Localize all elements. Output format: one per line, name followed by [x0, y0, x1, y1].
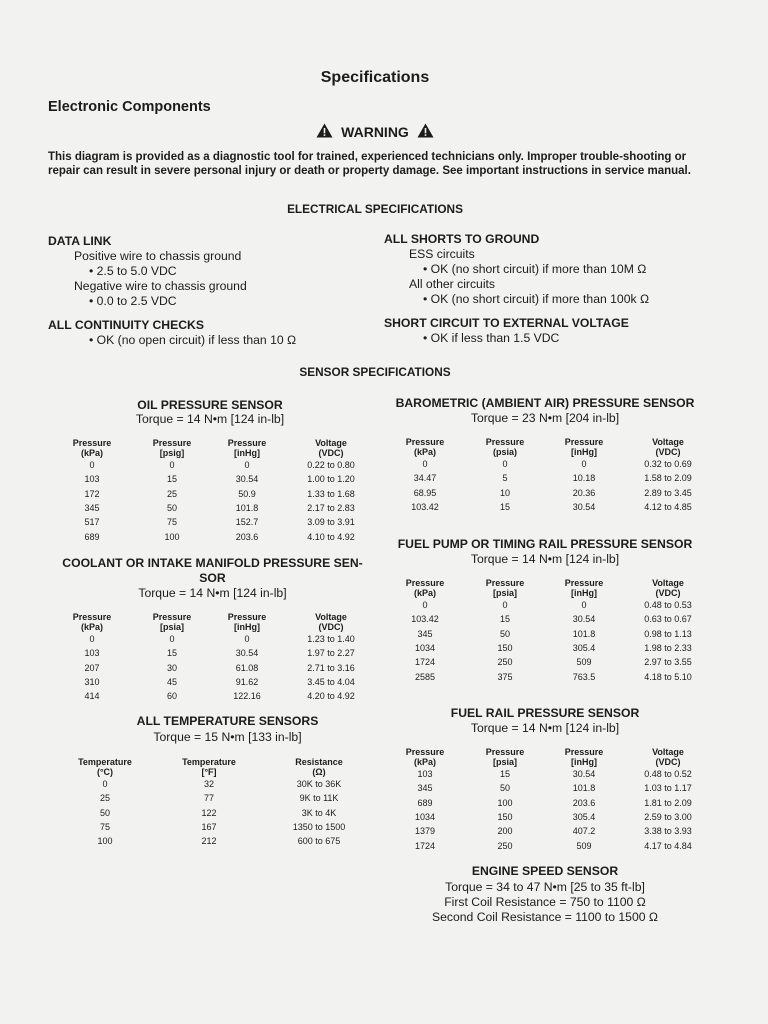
column-header — [544, 747, 624, 767]
table-cell: 0 — [581, 459, 587, 470]
table-cell: 203.6 — [235, 531, 259, 542]
data-link-heading: DATA LINK — [48, 234, 112, 248]
table-cell: 4.20 to 4.92 — [307, 691, 355, 702]
table-cell: 101.8 — [572, 628, 596, 639]
column-header-text: Pressure — [485, 437, 525, 447]
column-header — [48, 438, 136, 458]
data-link-positive-value: • 2.5 to 5.0 VDC — [89, 264, 177, 278]
barometric-sensor-title: BAROMETRIC (AMBIENT AIR) PRESSURE SENSOR — [395, 396, 695, 410]
column-header-text: (kPa) — [413, 447, 436, 457]
table-cell: 3.38 to 3.93 — [644, 826, 692, 837]
table-cell: 0 — [169, 634, 175, 645]
warning-text: This diagram is provided as a diagnostic tool for trained, experienced technicians only. Improper trouble-shooting or repair can result in severe personal injury or death or property damage. See important instructions in service manual. — [48, 151, 691, 177]
table-cell: 3.45 to 4.04 — [307, 677, 355, 688]
oil-sensor-torque: Torque = 14 N•m [124 in-lb] — [135, 412, 285, 426]
table-cell: 50 — [499, 783, 510, 794]
column-header-text: Temperature — [78, 757, 132, 767]
column-header-text: (VDC) — [655, 757, 681, 767]
table-cell: 91.62 — [235, 677, 259, 688]
table-cell: 50 — [499, 628, 510, 639]
table-cell: 0 — [89, 634, 95, 645]
table-cell: 1.98 to 2.33 — [644, 643, 692, 654]
coolant-sensor-table — [48, 612, 376, 703]
table-cell: 15 — [166, 648, 177, 659]
table-cell: 203.6 — [572, 797, 596, 808]
ess-circuits-value: • OK (no short circuit) if more than 10M Ω — [423, 262, 646, 276]
column-header-text: Pressure — [564, 747, 604, 757]
table-cell: 375 — [497, 671, 513, 682]
table-cell: 600 to 675 — [297, 836, 341, 847]
column-header-text: (Ω) — [312, 767, 326, 777]
barometric-sensor-table — [384, 437, 712, 514]
table-cell: 30K to 36K — [296, 779, 342, 790]
table-cell: 0.48 to 0.53 — [644, 600, 692, 611]
engine-speed-sensor-torque: Torque = 34 to 47 N•m [25 to 35 ft-lb] — [445, 880, 645, 894]
warning-icon — [417, 123, 434, 141]
column-header-text: (psia) — [492, 447, 517, 457]
table-cell: 305.4 — [572, 812, 596, 823]
table-cell: 30.54 — [572, 614, 596, 625]
data-link-negative-label: Negative wire to chassis ground — [74, 279, 247, 293]
table-cell: 15 — [499, 769, 510, 780]
continuity-heading: ALL CONTINUITY CHECKS — [48, 318, 204, 332]
column-header-text: (kPa) — [80, 622, 103, 632]
engine-speed-sensor-title: ENGINE SPEED SENSOR — [471, 864, 619, 878]
column-header-text: (kPa) — [413, 757, 436, 767]
table-cell: 0.32 to 0.69 — [644, 459, 692, 470]
table-cell: 50 — [99, 807, 110, 818]
table-cell: 4.10 to 4.92 — [307, 531, 355, 542]
column-header-text: (kPa) — [413, 588, 436, 598]
table-cell: 100 — [164, 531, 180, 542]
table-cell: 1.81 to 2.09 — [644, 797, 692, 808]
column-header — [466, 437, 544, 457]
page-title: Specifications — [320, 69, 430, 86]
table-cell: 0.22 to 0.80 — [307, 460, 355, 471]
table-cell: 0 — [502, 600, 508, 611]
table-cell: 0.98 to 1.13 — [644, 628, 692, 639]
table-row — [48, 501, 376, 515]
other-circuits-label: All other circuits — [409, 277, 496, 291]
table-cell: 15 — [166, 474, 177, 485]
column-header-text: Pressure — [564, 437, 604, 447]
table-cell: 101.8 — [572, 783, 596, 794]
table-cell: 1379 — [414, 826, 436, 837]
table-header — [62, 757, 368, 777]
table-cell: 1.97 to 2.27 — [307, 648, 355, 659]
column-header-text: (°C) — [96, 767, 114, 777]
table-row — [384, 796, 712, 810]
table-cell: 0 — [244, 634, 250, 645]
column-header — [136, 438, 208, 458]
column-header-text: Pressure — [405, 578, 445, 588]
table-cell: 0 — [422, 600, 428, 611]
table-cell: 50.9 — [238, 488, 256, 499]
table-cell: 77 — [203, 793, 214, 804]
table-row — [48, 458, 376, 472]
table-cell: 150 — [497, 812, 513, 823]
fuel-rail-sensor-torque: Torque = 14 N•m [124 in-lb] — [470, 721, 620, 735]
table-row — [384, 641, 712, 655]
column-header-text: [inHg] — [571, 447, 597, 457]
table-cell: 1724 — [414, 840, 436, 851]
table-cell: 2.59 to 3.00 — [644, 812, 692, 823]
table-row — [62, 834, 368, 848]
column-header-text: Pressure — [152, 612, 192, 622]
table-cell: 25 — [99, 793, 110, 804]
table-row — [384, 838, 712, 852]
table-row — [384, 824, 712, 838]
table-cell: 60 — [166, 691, 177, 702]
table-cell: 172 — [84, 488, 100, 499]
table-cell: 15 — [499, 614, 510, 625]
barometric-sensor-torque: Torque = 23 N•m [204 in-lb] — [470, 411, 620, 425]
table-row — [48, 515, 376, 529]
column-header-text: [psig] — [159, 448, 185, 458]
temperature-sensor-title: ALL TEMPERATURE SENSORS — [136, 714, 319, 728]
sensor-specs-heading: SENSOR SPECIFICATIONS — [299, 365, 451, 379]
table-row — [384, 669, 712, 683]
column-header-text: [psia] — [159, 622, 184, 632]
table-cell: 100 — [97, 836, 113, 847]
table-cell: 122.16 — [233, 691, 261, 702]
table-row — [62, 791, 368, 805]
column-header-text: [inHg] — [571, 757, 597, 767]
column-header-text: (VDC) — [655, 447, 681, 457]
column-header-text: Pressure — [227, 438, 267, 448]
table-cell: 9K to 11K — [299, 793, 339, 804]
fuel-pump-sensor-torque: Torque = 14 N•m [124 in-lb] — [470, 552, 620, 566]
table-cell: 103.42 — [411, 502, 439, 513]
table-header — [48, 438, 376, 458]
column-header-text: Pressure — [405, 747, 445, 757]
table-row — [48, 472, 376, 486]
table-cell: 50 — [166, 503, 177, 514]
oil-sensor-table — [48, 438, 376, 544]
other-circuits-value: • OK (no short circuit) if more than 100k Ω — [423, 292, 649, 306]
column-header-text: Pressure — [227, 612, 267, 622]
table-cell: 15 — [499, 502, 510, 513]
column-header-text: Pressure — [72, 438, 112, 448]
table-row — [384, 781, 712, 795]
table-cell: 100 — [497, 797, 513, 808]
temperature-sensor-table — [62, 757, 368, 848]
coolant-sensor-title: COOLANT OR INTAKE MANIFOLD PRESSURE SEN- — [62, 556, 363, 570]
column-header-text: [inHg] — [234, 448, 260, 458]
table-cell: 345 — [84, 503, 100, 514]
continuity-value: • OK (no open circuit) if less than 10 Ω — [89, 333, 296, 347]
column-header-text: Pressure — [564, 578, 604, 588]
table-cell: 345 — [417, 783, 433, 794]
table-cell: 0 — [244, 460, 250, 471]
table-cell: 103 — [84, 474, 100, 485]
column-header — [48, 612, 136, 632]
column-header — [624, 578, 712, 598]
table-cell: 310 — [84, 677, 100, 688]
table-cell: 2585 — [414, 671, 436, 682]
column-header — [148, 757, 270, 777]
fuel-rail-sensor-table — [384, 747, 712, 853]
table-cell: 3.09 to 3.91 — [307, 517, 355, 528]
column-header-text: Voltage — [315, 612, 347, 622]
ess-circuits-label: ESS circuits — [409, 247, 475, 261]
coolant-sensor-torque: Torque = 14 N•m [124 in-lb] — [138, 586, 287, 600]
column-header-text: [inHg] — [234, 622, 260, 632]
column-header-text: (VDC) — [318, 448, 344, 458]
warning-icon — [316, 123, 333, 141]
column-header — [544, 437, 624, 457]
table-cell: 509 — [576, 657, 592, 668]
column-header — [384, 437, 466, 457]
table-row — [384, 598, 712, 612]
table-row — [48, 487, 376, 501]
section-heading: Electronic Components — [48, 99, 211, 115]
table-cell: 509 — [576, 840, 592, 851]
table-cell: 414 — [84, 691, 100, 702]
table-cell: 0 — [169, 460, 175, 471]
column-header-text: Pressure — [405, 437, 445, 447]
short-external-value: • OK if less than 1.5 VDC — [423, 331, 559, 345]
table-cell: 30.54 — [572, 502, 596, 513]
table-cell: 20.36 — [572, 487, 596, 498]
column-header-text: Pressure — [72, 612, 112, 622]
table-cell: 1034 — [414, 643, 436, 654]
column-header — [62, 757, 148, 777]
table-header — [384, 578, 712, 598]
table-row — [48, 689, 376, 703]
column-header — [624, 747, 712, 767]
table-cell: 30.54 — [235, 648, 259, 659]
table-header — [48, 612, 376, 632]
table-cell: 250 — [497, 657, 513, 668]
table-cell: 5 — [502, 473, 508, 484]
table-cell: 4.17 to 4.84 — [644, 840, 692, 851]
table-cell: 407.2 — [572, 826, 596, 837]
table-cell: 122 — [201, 807, 217, 818]
table-cell: 0 — [89, 460, 95, 471]
column-header — [624, 437, 712, 457]
column-header-text: Temperature — [182, 757, 236, 767]
warning-label: WARNING — [341, 124, 409, 140]
table-cell: 32 — [203, 779, 214, 790]
column-header — [384, 578, 466, 598]
table-cell: 2.71 to 3.16 — [307, 662, 355, 673]
table-cell: 34.47 — [413, 473, 437, 484]
engine-speed-first-coil: First Coil Resistance = 750 to 1100 Ω — [444, 895, 646, 909]
table-cell: 1034 — [414, 812, 436, 823]
table-cell: 517 — [84, 517, 100, 528]
fuel-pump-sensor-title: FUEL PUMP OR TIMING RAIL PRESSURE SENSOR — [397, 537, 693, 551]
table-cell: 150 — [497, 643, 513, 654]
table-cell: 25 — [166, 488, 177, 499]
table-cell: 689 — [84, 531, 100, 542]
column-header-text: Voltage — [652, 747, 684, 757]
table-row — [48, 646, 376, 660]
table-cell: 1.00 to 1.20 — [307, 474, 355, 485]
column-header — [286, 612, 376, 632]
column-header-text: Pressure — [152, 438, 192, 448]
table-cell: 10 — [499, 487, 510, 498]
table-cell: 101.8 — [235, 503, 259, 514]
warning-heading — [0, 124, 750, 142]
fuel-pump-sensor-table — [384, 578, 712, 684]
table-cell: 30.54 — [235, 474, 259, 485]
column-header-text: (VDC) — [655, 588, 681, 598]
column-header — [270, 757, 368, 777]
table-cell: 1350 to 1500 — [292, 822, 346, 833]
table-cell: 2.17 to 2.83 — [307, 503, 355, 514]
column-header — [544, 578, 624, 598]
column-header-text: Voltage — [652, 578, 684, 588]
table-cell: 1.58 to 2.09 — [644, 473, 692, 484]
table-row — [62, 806, 368, 820]
table-cell: 75 — [166, 517, 177, 528]
data-link-positive-label: Positive wire to chassis ground — [74, 249, 242, 263]
table-row — [384, 767, 712, 781]
shorts-heading: ALL SHORTS TO GROUND — [384, 232, 540, 246]
column-header-text: Pressure — [485, 747, 525, 757]
coolant-sensor-title-cont: SOR — [199, 571, 226, 585]
table-cell: 75 — [99, 822, 110, 833]
column-header-text: (VDC) — [318, 622, 344, 632]
table-cell: 250 — [497, 840, 513, 851]
column-header — [286, 438, 376, 458]
table-cell: 152.7 — [235, 517, 259, 528]
table-row — [384, 471, 712, 485]
table-cell: 0 — [422, 459, 428, 470]
table-cell: 1.33 to 1.68 — [307, 488, 355, 499]
table-cell: 103 — [84, 648, 100, 659]
table-cell: 763.5 — [572, 671, 596, 682]
table-cell: 167 — [201, 822, 217, 833]
table-row — [384, 612, 712, 626]
table-cell: 45 — [166, 677, 177, 688]
column-header-text: Voltage — [315, 438, 347, 448]
table-header — [384, 437, 712, 457]
table-row — [48, 661, 376, 675]
table-cell: 212 — [201, 836, 217, 847]
short-external-heading: SHORT CIRCUIT TO EXTERNAL VOLTAGE — [384, 316, 629, 330]
table-cell: 3K to 4K — [301, 807, 337, 818]
table-cell: 0.48 to 0.52 — [644, 769, 692, 780]
table-row — [384, 500, 712, 514]
table-header — [384, 747, 712, 767]
table-cell: 103.42 — [411, 614, 439, 625]
table-row — [48, 675, 376, 689]
table-cell: 61.08 — [235, 662, 259, 673]
oil-sensor-title: OIL PRESSURE SENSOR — [137, 398, 283, 412]
table-cell: 103 — [417, 769, 433, 780]
column-header-text: Voltage — [652, 437, 684, 447]
table-cell: 2.97 to 3.55 — [644, 657, 692, 668]
table-row — [48, 632, 376, 646]
column-header — [208, 438, 286, 458]
table-cell: 1.23 to 1.40 — [307, 634, 355, 645]
table-row — [384, 457, 712, 471]
engine-speed-second-coil: Second Coil Resistance = 1100 to 1500 Ω — [431, 910, 659, 924]
column-header-text: [psia] — [492, 588, 517, 598]
table-cell: 689 — [417, 797, 433, 808]
column-header-text: (kPa) — [80, 448, 103, 458]
column-header — [466, 578, 544, 598]
table-cell: 68.95 — [413, 487, 437, 498]
table-cell: 1.03 to 1.17 — [644, 783, 692, 794]
column-header — [466, 747, 544, 767]
column-header-text: [psia] — [492, 757, 517, 767]
column-header — [208, 612, 286, 632]
table-row — [62, 820, 368, 834]
data-link-negative-value: • 0.0 to 2.5 VDC — [89, 294, 177, 308]
table-row — [384, 810, 712, 824]
table-cell: 4.12 to 4.85 — [644, 502, 692, 513]
table-cell: 2.89 to 3.45 — [644, 487, 692, 498]
temperature-sensor-torque: Torque = 15 N•m [133 in-lb] — [153, 730, 302, 744]
table-row — [384, 486, 712, 500]
table-cell: 0 — [102, 779, 108, 790]
table-cell: 10.18 — [572, 473, 596, 484]
table-cell: 1724 — [414, 657, 436, 668]
table-cell: 200 — [497, 826, 513, 837]
table-cell: 345 — [417, 628, 433, 639]
column-header — [384, 747, 466, 767]
column-header-text: Pressure — [485, 578, 525, 588]
table-cell: 0.63 to 0.67 — [644, 614, 692, 625]
column-header-text: Resistance — [295, 757, 343, 767]
column-header-text: [inHg] — [571, 588, 597, 598]
table-cell: 4.18 to 5.10 — [644, 671, 692, 682]
table-cell: 207 — [84, 662, 100, 673]
table-row — [384, 627, 712, 641]
table-cell: 0 — [581, 600, 587, 611]
column-header — [136, 612, 208, 632]
table-cell: 305.4 — [572, 643, 596, 654]
table-row — [62, 777, 368, 791]
table-row — [48, 529, 376, 543]
fuel-rail-sensor-title: FUEL RAIL PRESSURE SENSOR — [450, 706, 640, 720]
table-cell: 30.54 — [572, 769, 596, 780]
electrical-specs-heading: ELECTRICAL SPECIFICATIONS — [287, 202, 463, 216]
column-header-text: [°F] — [201, 767, 217, 777]
table-cell: 30 — [166, 662, 177, 673]
table-cell: 0 — [502, 459, 508, 470]
table-row — [384, 655, 712, 669]
